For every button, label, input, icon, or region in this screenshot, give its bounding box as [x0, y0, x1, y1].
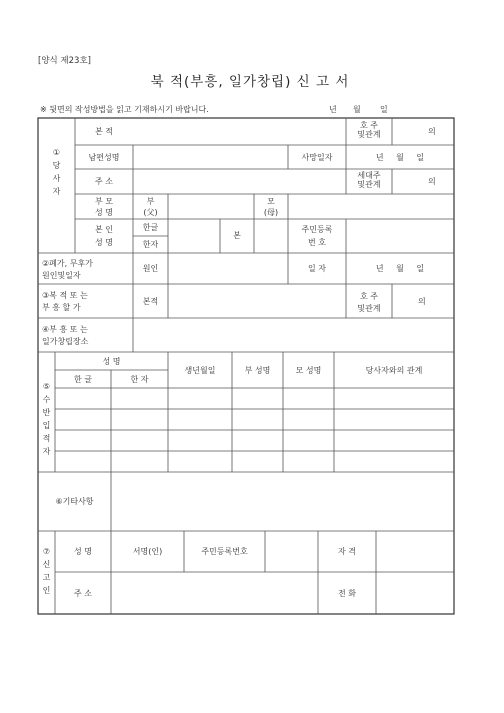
sec2-date-value: 년 월 일 — [375, 264, 425, 273]
household-line-2: 및관계 — [357, 180, 381, 190]
hangul-label: 한글 — [142, 223, 159, 232]
reporter-signature-label: 서명(인) — [132, 547, 163, 556]
resident-line-2: 번 호 — [308, 238, 326, 247]
sec2-label — [42, 258, 93, 282]
husband-name-label: 남편성명 — [88, 153, 120, 162]
household-line-1: 세대주 — [357, 171, 381, 180]
hoju-line-1: 호 주 — [360, 121, 378, 130]
reporter-address-label: 주 소 — [74, 589, 92, 598]
sec5-relation-header: 당사자와의 관계 — [365, 366, 423, 375]
reporter-name-label: 성 명 — [74, 547, 92, 556]
sec4-line-1: ④부 흥 또 는 — [42, 325, 88, 334]
sec7-label — [38, 545, 55, 597]
sec7-label-text: ⑦ 신 고 인 — [42, 547, 51, 595]
sec3-label — [42, 290, 88, 314]
ui-label-2: 의 — [428, 177, 436, 186]
sec5-mother-header: 모 성명 — [295, 366, 322, 375]
reporter-resident-label: 주민등록번호 — [201, 547, 248, 556]
parents-line-2: 성 명 — [95, 208, 113, 217]
sec5-hangul-header: 한 글 — [74, 375, 92, 384]
sec5-birth-header: 생년월일 — [184, 366, 216, 375]
sec3-hoju-line-2: 및관계 — [357, 304, 381, 313]
sec5-name-header: 성 명 — [102, 357, 121, 366]
resident-line-1: 주민등록 — [301, 225, 333, 234]
form-title: 북 적(부흥, 일가창립) 신 고 서 — [150, 74, 350, 90]
sec3-hoju-label — [346, 291, 392, 315]
sec1-label-text: ① 당 사 자 — [52, 148, 61, 196]
reporter-qualification-label: 자 격 — [338, 547, 356, 556]
header-date-month: 월 — [353, 105, 361, 114]
bon-label: 본 — [233, 231, 241, 240]
sec3-ui-label: 의 — [418, 297, 426, 306]
father-line-2: (父) — [143, 208, 158, 217]
father-label — [133, 196, 168, 218]
ui-label-1: 의 — [428, 127, 436, 136]
bonjeok-label: 본 적 — [95, 127, 113, 136]
sec4-line-2: 일가창립장소 — [42, 337, 89, 346]
parents-name-label — [75, 196, 133, 218]
hoju-line-2: 및관계 — [357, 130, 381, 140]
address-label: 주 소 — [95, 177, 113, 186]
hoju-label-1 — [346, 121, 392, 139]
sec4-label — [42, 324, 88, 348]
sec5-hanja-header: 한 자 — [130, 375, 149, 384]
mother-label — [254, 196, 288, 218]
sec6-label: ⑥기타사항 — [55, 497, 94, 506]
death-date-label: 사망일자 — [301, 153, 333, 162]
death-date-value: 년 월 일 — [375, 153, 425, 162]
own-name-label — [75, 223, 133, 249]
sec5-father-header: 부 성명 — [244, 366, 271, 375]
mother-line-1: 모 — [267, 197, 275, 206]
own-line-2: 성 명 — [95, 238, 113, 247]
sec2-line-2: 원인및일자 — [42, 271, 81, 280]
hanja-label: 한자 — [142, 240, 159, 249]
sec5-label-text: ⑤ 수 반 입 적 자 — [42, 382, 51, 456]
parents-line-1: 부 모 — [95, 197, 113, 206]
sec3-line-2: 부 흥 할 가 — [42, 303, 81, 312]
sec3-hoju-line-1: 호 주 — [360, 292, 378, 301]
sec3-bonjeok-label: 본적 — [142, 297, 159, 306]
reporter-phone-label: 전 화 — [338, 589, 356, 598]
mother-line-2: (母) — [263, 208, 279, 217]
sec1-label — [38, 146, 75, 198]
sec3-line-1: ③복 적 또 는 — [42, 291, 88, 300]
father-line-1: 부 — [146, 197, 155, 206]
own-line-1: 본 인 — [95, 225, 113, 234]
sec2-line-1: ②폐가, 무후가 — [42, 259, 93, 268]
header-date-day: 일 — [380, 105, 388, 114]
sec5-label — [38, 380, 55, 458]
header-date-year: 년 — [329, 105, 337, 114]
instruction-text: ※ 뒷면의 작성방법을 읽고 기재하시기 바랍니다. — [40, 105, 209, 114]
resident-number-label — [288, 223, 346, 249]
form-label: [양식 제23호] — [38, 56, 91, 66]
household-label — [346, 171, 392, 189]
sec2-date-label: 일 자 — [308, 264, 326, 273]
cause-label: 원인 — [142, 264, 159, 273]
